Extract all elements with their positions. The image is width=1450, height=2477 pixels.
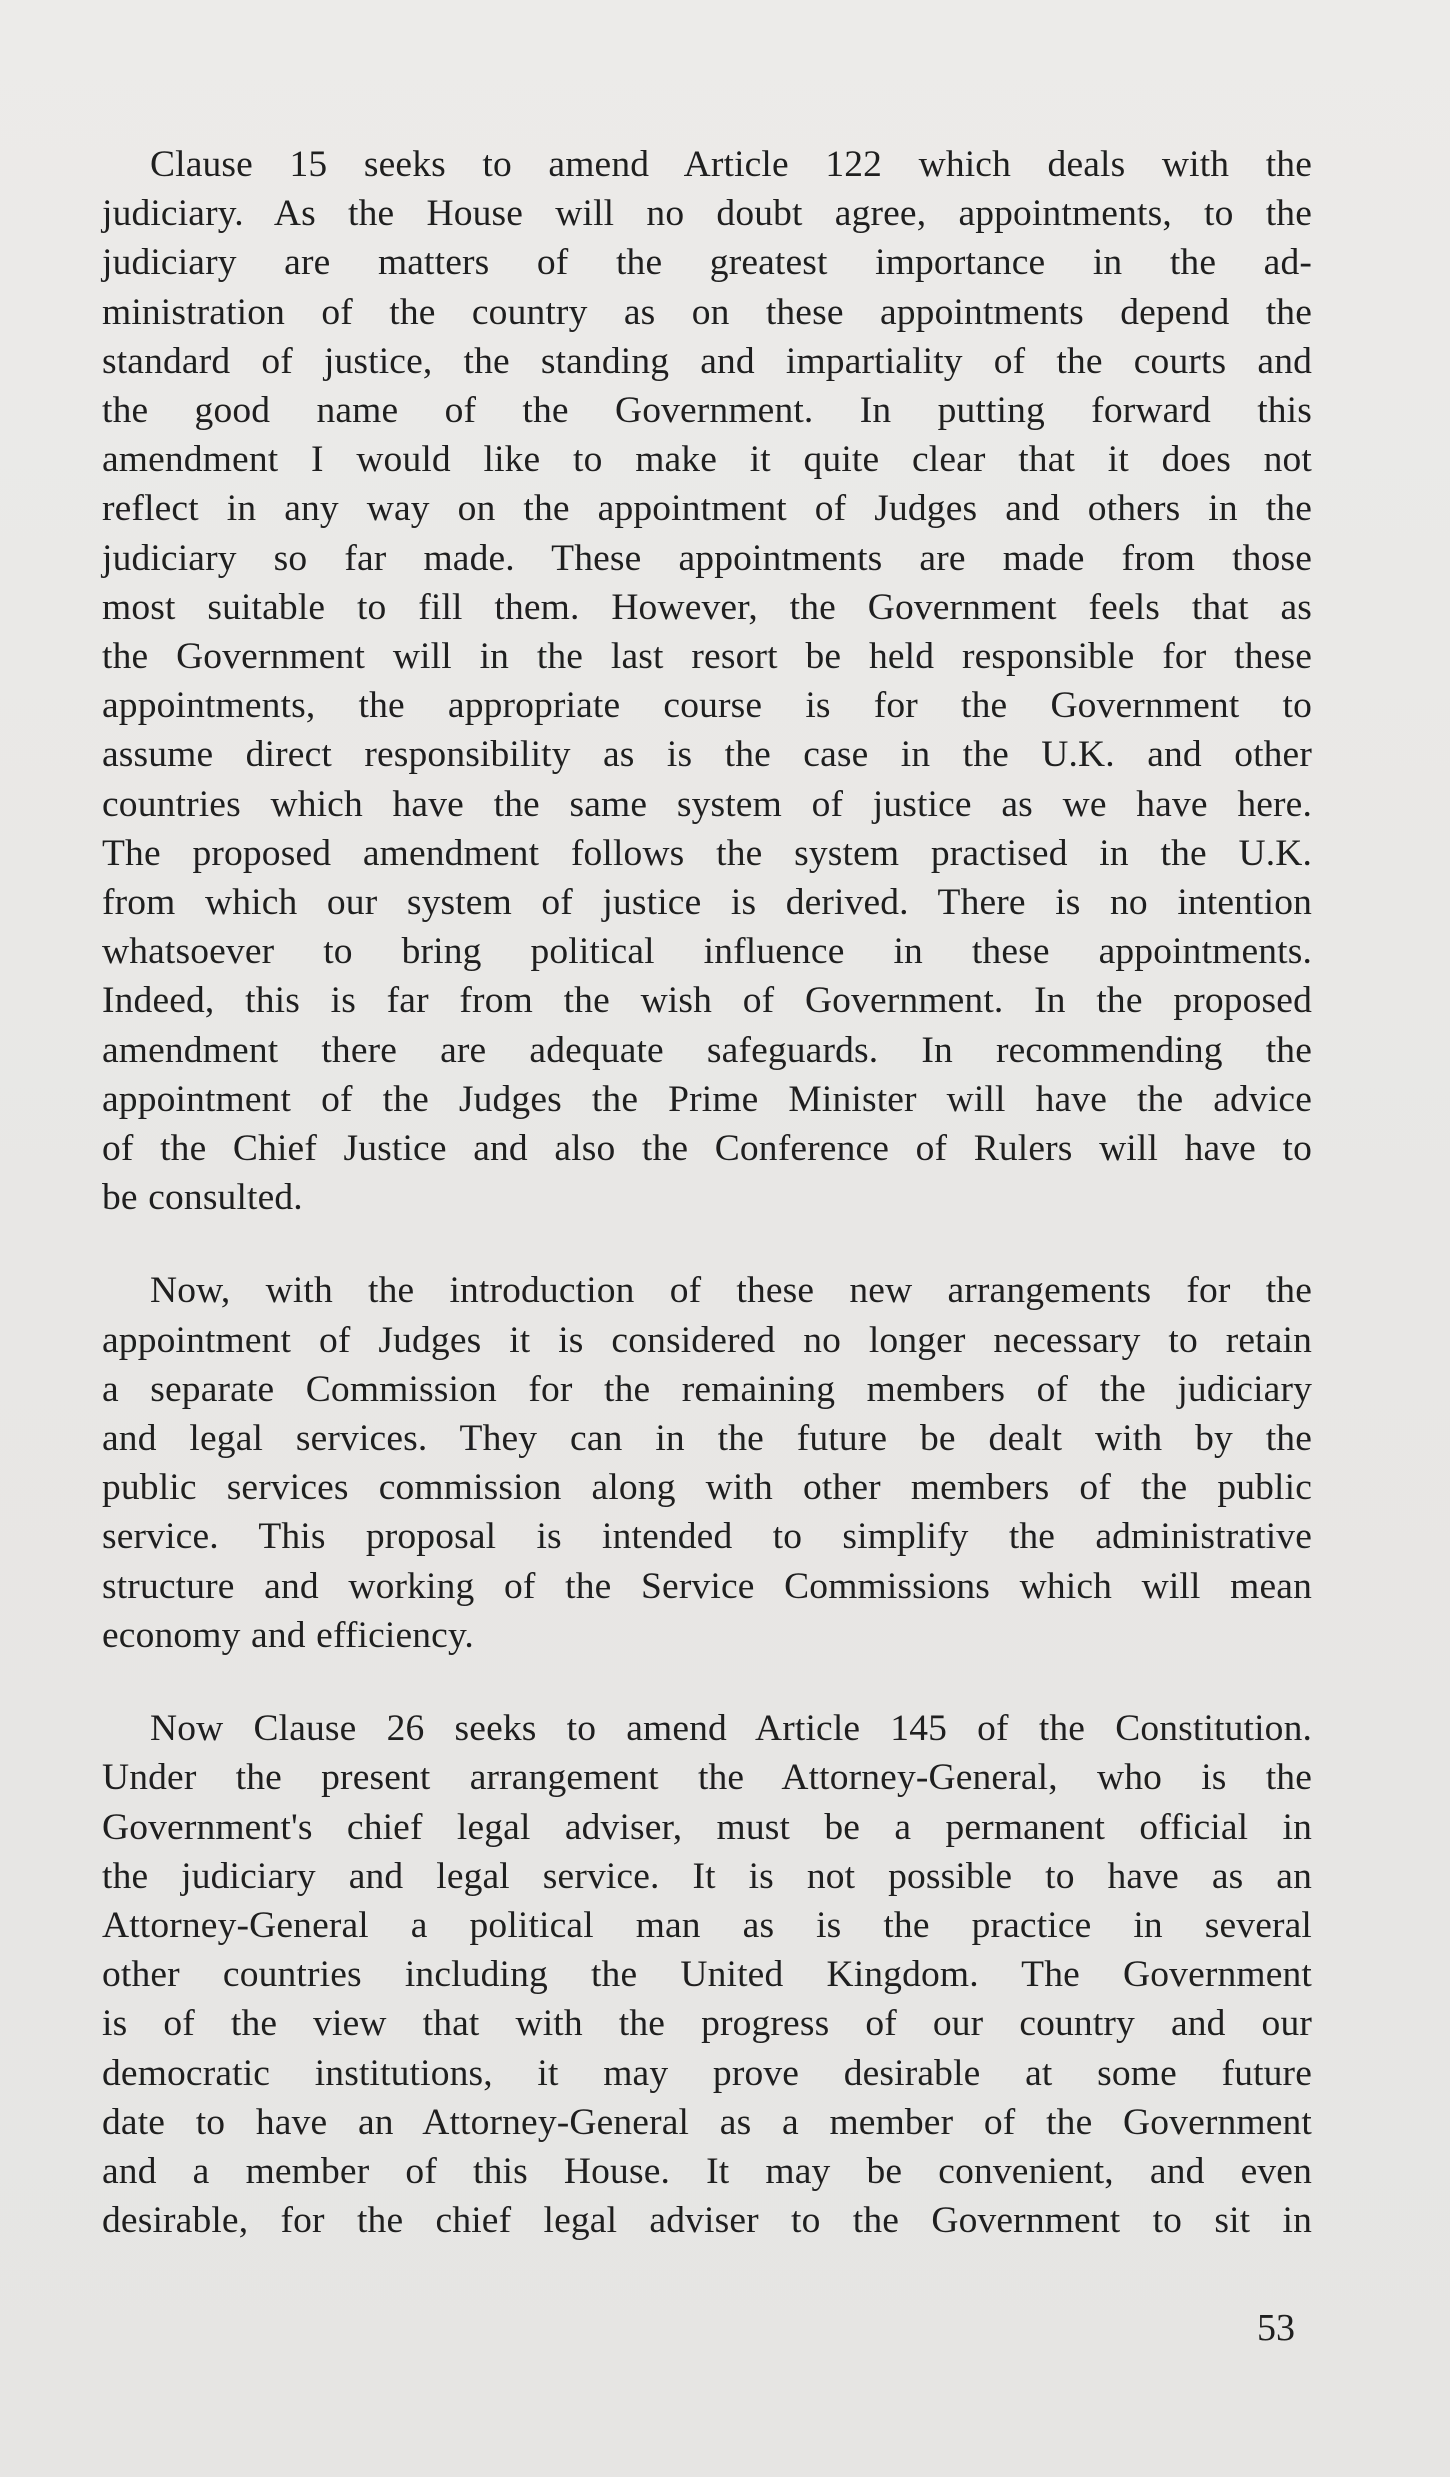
- text-line: be consulted.: [102, 1177, 303, 1219]
- text-line: and legal services. They can in the future be dealt with by the: [102, 1418, 1312, 1460]
- text-line: date to have an Attorney-General as a member of the Government: [102, 2101, 1312, 2143]
- text-line: Now Clause 26 seeks to amend Article 145 of the Constitution.: [150, 1708, 1312, 1750]
- text-line: appointments, the appropriate course is for the Government to: [102, 685, 1312, 727]
- text-line: of the Chief Justice and also the Conference of Rulers will have to: [102, 1128, 1312, 1170]
- paragraph-1: [102, 140, 1312, 1222]
- text-line: judiciary. As the House will no doubt agree, appointments, to the: [102, 193, 1312, 235]
- text-line: service. This proposal is intended to simplify the administrative: [102, 1516, 1312, 1558]
- text-line: the good name of the Government. In putting forward this: [102, 390, 1312, 432]
- text-line: economy and efficiency.: [102, 1614, 474, 1656]
- text-line: appointment of Judges it is considered no longer necessary to retain: [102, 1319, 1312, 1361]
- text-line: the judiciary and legal service. It is not possible to have as an: [102, 1855, 1312, 1897]
- paragraph-3: [102, 1704, 1312, 2245]
- text-line: Indeed, this is far from the wish of Government. In the proposed: [102, 980, 1312, 1022]
- text-line: a separate Commission for the remaining members of the judiciary: [102, 1368, 1312, 1410]
- text-line: is of the view that with the progress of our country and our: [102, 2003, 1312, 2045]
- page-number: 53: [1257, 2307, 1295, 2349]
- text-line: Now, with the introduction of these new arrangements for the: [150, 1270, 1312, 1312]
- text-line: Under the present arrangement the Attorney-General, who is the: [102, 1757, 1312, 1799]
- body-text: [102, 140, 1312, 2245]
- text-line: Clause 15 seeks to amend Article 122 which deals with the: [150, 144, 1312, 185]
- text-line: public services commission along with other members of the public: [102, 1467, 1312, 1509]
- text-line: standard of justice, the standing and impartiality of the courts and: [102, 340, 1312, 382]
- text-line: from which our system of justice is derived. There is no intention: [102, 882, 1312, 924]
- text-line: judiciary are matters of the greatest importance in the ad-: [102, 242, 1312, 284]
- paragraph-2: [102, 1266, 1312, 1660]
- text-line: whatsoever to bring political influence in these appointments.: [102, 931, 1312, 973]
- text-line: the Government will in the last resort be held responsible for these: [102, 636, 1312, 678]
- text-line: reflect in any way on the appointment of Judges and others in the: [102, 488, 1312, 530]
- text-line: and a member of this House. It may be convenient, and even: [102, 2150, 1312, 2192]
- text-line: other countries including the United Kingdom. The Government: [102, 1954, 1312, 1996]
- text-line: countries which have the same system of justice as we have here.: [102, 783, 1312, 825]
- text-line: appointment of the Judges the Prime Minister will have the advice: [102, 1078, 1312, 1120]
- paragraph-spacer: [102, 1222, 1312, 1266]
- text-line: desirable, for the chief legal adviser to the Government to sit in: [102, 2200, 1312, 2242]
- text-line: assume direct responsibility as is the case in the U.K. and other: [102, 734, 1312, 776]
- text-line: ministration of the country as on these appointments depend the: [102, 291, 1312, 333]
- text-line: The proposed amendment follows the system practised in the U.K.: [102, 832, 1312, 874]
- text-line: amendment I would like to make it quite clear that it does not: [102, 439, 1312, 481]
- text-line: Attorney-General a political man as is the practice in several: [102, 1904, 1312, 1946]
- paragraph-spacer: [102, 1660, 1312, 1704]
- text-line: most suitable to fill them. However, the Government feels that as: [102, 586, 1312, 628]
- text-line: Government's chief legal adviser, must be a permanent official in: [102, 1806, 1312, 1848]
- text-line: structure and working of the Service Commissions which will mean: [102, 1565, 1312, 1607]
- text-line: amendment there are adequate safeguards. In recommending the: [102, 1029, 1312, 1071]
- text-line: democratic institutions, it may prove desirable at some future: [102, 2052, 1312, 2094]
- text-line: judiciary so far made. These appointments are made from those: [102, 537, 1312, 579]
